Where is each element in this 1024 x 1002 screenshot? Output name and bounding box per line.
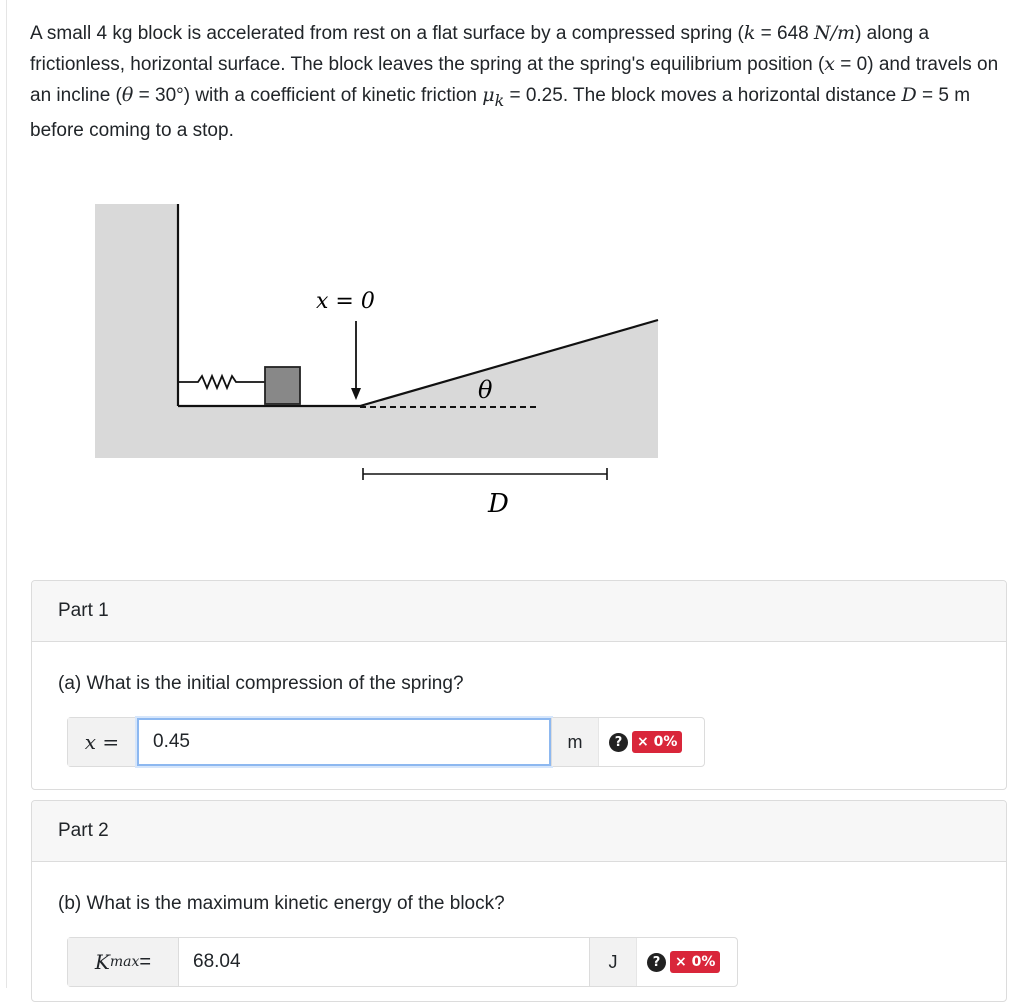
spring [178,376,265,388]
part-2-panel [31,800,1007,1002]
part-2-answer-input[interactable] [179,950,589,974]
help-icon[interactable]: ? [609,733,628,752]
x-zero-label: x = 0 [316,289,375,314]
score-badge: × 0% [632,731,682,753]
part-2-unit: J [589,938,637,986]
spring-incline-diagram [90,196,670,526]
part-1-answer-field[interactable] [137,718,551,766]
help-icon[interactable]: ? [647,953,666,972]
part-2-status [637,938,720,986]
part-1-status [599,718,682,766]
part-2-question: (b) What is the maximum kinetic energy of the block? [58,893,505,914]
ground-region [95,204,658,458]
theta-label: θ [478,376,493,404]
block [265,367,300,404]
part-1-question: (a) What is the initial compression of the spring? [58,673,464,694]
part-1-unit: m [551,718,599,766]
score-badge: × 0% [670,951,720,973]
part-2-answer-row [67,937,738,987]
problem-statement: A small 4 kg block is accelerated from rest on a flat surface by a compressed spring (k = 648 N/m) along a frictionless, horizontal surface. The block leaves the spring at the spring's equilibrium position (x = 0) and travels on an incline (θ = 30°) with a coefficient of kinetic friction $\mu_k = 0.25$. The block moves a horizontal distance D = 5 m before coming to a stop. [30,22,999,141]
part-2-answer-field[interactable] [179,938,589,986]
part-1-answer-input[interactable] [139,730,549,754]
part-1-title: Part 1 [32,581,1006,642]
x-zero-arrowhead [351,388,361,400]
part-1-answer-row [67,717,705,767]
page-left-border [6,0,7,988]
part-1-variable-label: x = [68,718,137,766]
part-1-panel [31,580,1007,790]
part-2-variable-label: K max = [68,938,179,986]
part-2-title: Part 2 [32,801,1006,862]
d-label: D [488,489,509,519]
